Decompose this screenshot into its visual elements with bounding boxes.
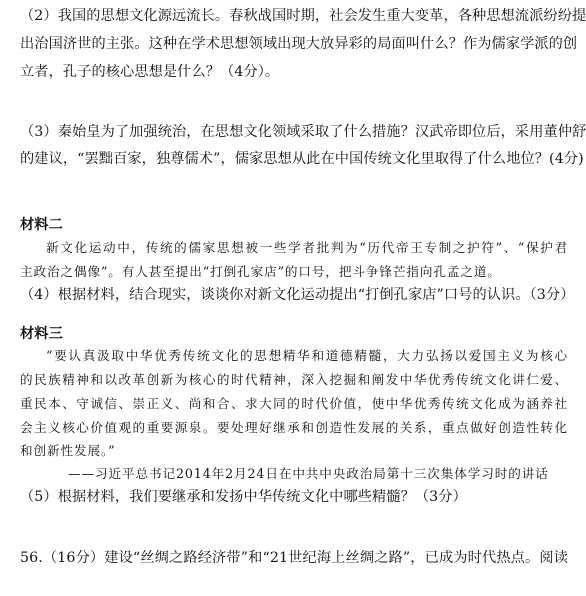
- material-3-citation: ——习近平总书记2014年2月24日在中共中央政治局第十三次集体学习时的讲话: [68, 466, 549, 481]
- q2-line-3: 立者，孔子的核心思想是什么？（4分）。: [20, 64, 280, 80]
- q2-line-2: 出治国济世的主张。这种在学术思想领域出现大放异彩的局面叫什么？作为儒家学派的创: [20, 36, 578, 52]
- material-3-text-line-3: 重民本、守诚信、崇正义、尚和合、求大同的时代价值，使中华优秀传统文化成为涵养社: [20, 396, 568, 411]
- material-3-text-line-1: “要认真汲取中华优秀传统文化的思想精华和道德精髓，大力弘扬以爱国主义为核心: [46, 348, 568, 363]
- material-3-text-line-2: 的民族精神和以改革创新为核心的时代精神，深入挖掘和阐发中华优秀传统文化讲仁爱、: [20, 372, 568, 387]
- material-2-question: （4）根据材料，结合现实，谈谈你对新文化运动提出“打倒孔家店”口号的认识。（3分）: [20, 287, 575, 303]
- material-3-question: （5）根据材料，我们要继承和发扬中华传统文化中哪些精髓？（3分）: [20, 489, 467, 505]
- q2-line-1: （2）我国的思想文化源远流长。春秋战国时期，社会发生重大变革，各种思想流派纷纷提: [20, 8, 586, 24]
- material-2-text-line-2: 主政治之偶像”。有人甚至提出“打倒孔家店”的口号，把斗争锋芒指向孔孟之道。: [20, 264, 501, 279]
- q3-line-1: （3）秦始皇为了加强统治，在思想文化领域采取了什么措施？汉武帝即位后，采用董仲舒: [20, 124, 586, 140]
- material-2-heading: 材料二: [20, 217, 63, 233]
- material-3-heading: 材料三: [20, 326, 63, 342]
- material-3-text-line-5: 和创新性发展。”: [20, 443, 116, 458]
- q3-line-2: 的建议，“罢黜百家，独尊儒术”，儒家思想从此在中国传统文化里取得了什么地位？(4分): [20, 151, 584, 167]
- material-2-text-line-1: 新文化运动中，传统的儒家思想被一些学者批判为“历代帝王专制之护符”、“保护君: [46, 240, 568, 255]
- material-3-text-line-4: 会主义核心价值观的重要源泉。要处理好继承和创造性发展的关系，重点做好创造性转化: [20, 420, 568, 435]
- q56-line-1: 56.（16分）建设“丝绸之路经济带”和“21世纪海上丝绸之路”，已成为时代热点。阅读: [20, 550, 568, 566]
